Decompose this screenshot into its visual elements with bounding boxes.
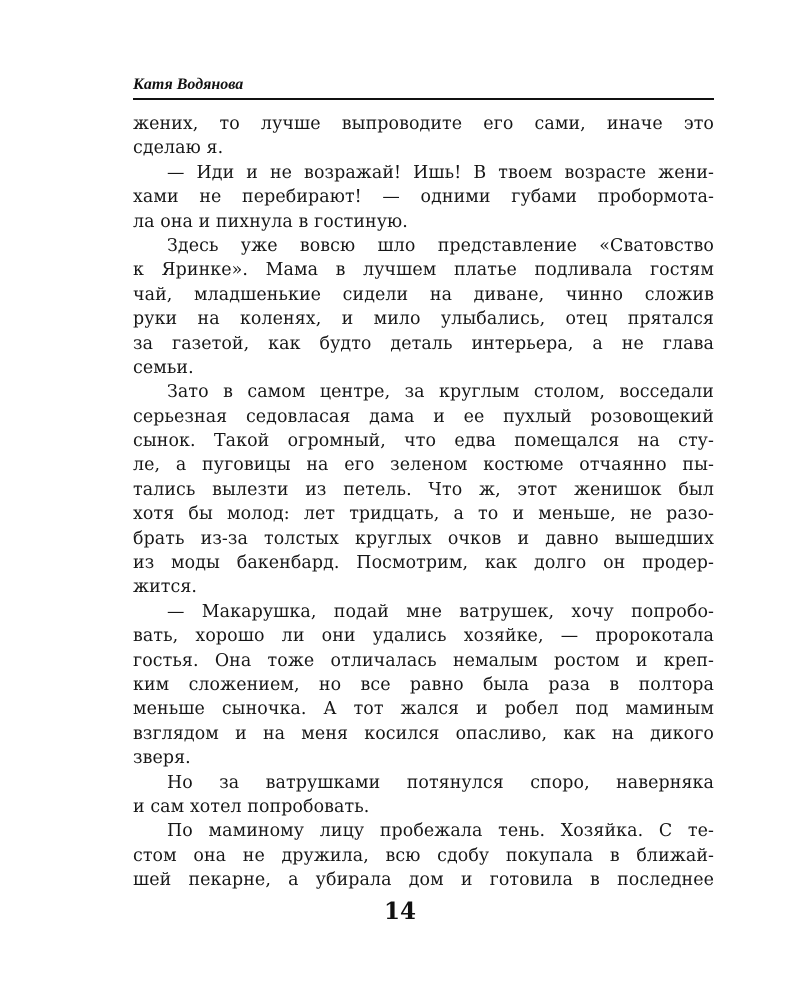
text-line: — Иди и не возражай! Ишь! В твоем возрасте жени- bbox=[167, 162, 714, 183]
text-line: стом она не дружила, всю сдобу покупала в ближай- bbox=[133, 845, 714, 866]
text-line: чай, младшенькие сидели на диване, чинно сложив bbox=[133, 284, 714, 305]
text-line: за газетой, как будто деталь интерьера, а не глава bbox=[133, 333, 714, 354]
text-line: По маминому лицу пробежала тень. Хозяйка. С те- bbox=[167, 821, 714, 842]
text-line: жених, то лучше выпроводите его сами, иначе это bbox=[133, 114, 714, 134]
text-line: взглядом и на меня косился опасливо, как на дикого bbox=[133, 723, 714, 744]
text-line: зверя. bbox=[133, 748, 191, 769]
text-line: ле, а пуговицы на его зеленом костюме отчаянно пы- bbox=[133, 455, 714, 476]
text-line: шей пекарне, а убирала дом и готовила в последнее bbox=[133, 870, 714, 891]
text-line: хотя бы молод: лет тридцать, а то и меньше, не разо- bbox=[133, 504, 714, 525]
text-line: из моды бакенбард. Посмотрим, как долго он продер- bbox=[133, 553, 714, 574]
text-line: сынок. Такой огромный, что едва помещался на сту- bbox=[133, 431, 714, 452]
text-line: семьи. bbox=[133, 357, 194, 378]
text-line: брать из-за толстых круглых очков и давно вышедших bbox=[133, 528, 714, 549]
text-line: Здесь уже вовсю шло представление «Сватовство bbox=[167, 235, 714, 256]
body-text bbox=[133, 112, 714, 893]
text-line: ла она и пихнула в гостиную. bbox=[133, 211, 408, 232]
text-line: сделаю я. bbox=[133, 138, 224, 159]
running-head-author: Катя Водянова bbox=[133, 76, 244, 93]
page-number: 14 bbox=[383, 898, 416, 925]
header-rule bbox=[133, 98, 714, 100]
text-line: руки на коленях, и мило улыбались, отец прятался bbox=[133, 309, 714, 330]
text-line: жится. bbox=[133, 577, 198, 598]
text-line: тались вылезти из петель. Что ж, этот женишок был bbox=[133, 479, 714, 500]
text-line: и сам хотел попробовать. bbox=[133, 796, 370, 817]
text-line: — Макарушка, подай мне ватрушек, хочу попробо- bbox=[167, 601, 714, 622]
text-line: меньше сыночка. А тот жался и робел под маминым bbox=[133, 699, 714, 720]
text-line: вать, хорошо ли они удались хозяйке, — пророкотала bbox=[133, 626, 714, 647]
text-line: гостья. Она тоже отличалась немалым ростом и креп- bbox=[133, 650, 714, 671]
text-line: серьезная седовласая дама и ее пухлый розовощекий bbox=[133, 406, 714, 427]
text-line: Зато в самом центре, за круглым столом, восседали bbox=[167, 382, 714, 403]
text-line: к Яринке». Мама в лучшем платье подливала гостям bbox=[133, 260, 714, 281]
text-line: ким сложением, но все равно была раза в полтора bbox=[133, 674, 714, 695]
text-line: Но за ватрушками потянулся споро, наверняка bbox=[167, 772, 714, 793]
text-line: хами не перебирают! — одними губами пробормота- bbox=[133, 187, 714, 208]
